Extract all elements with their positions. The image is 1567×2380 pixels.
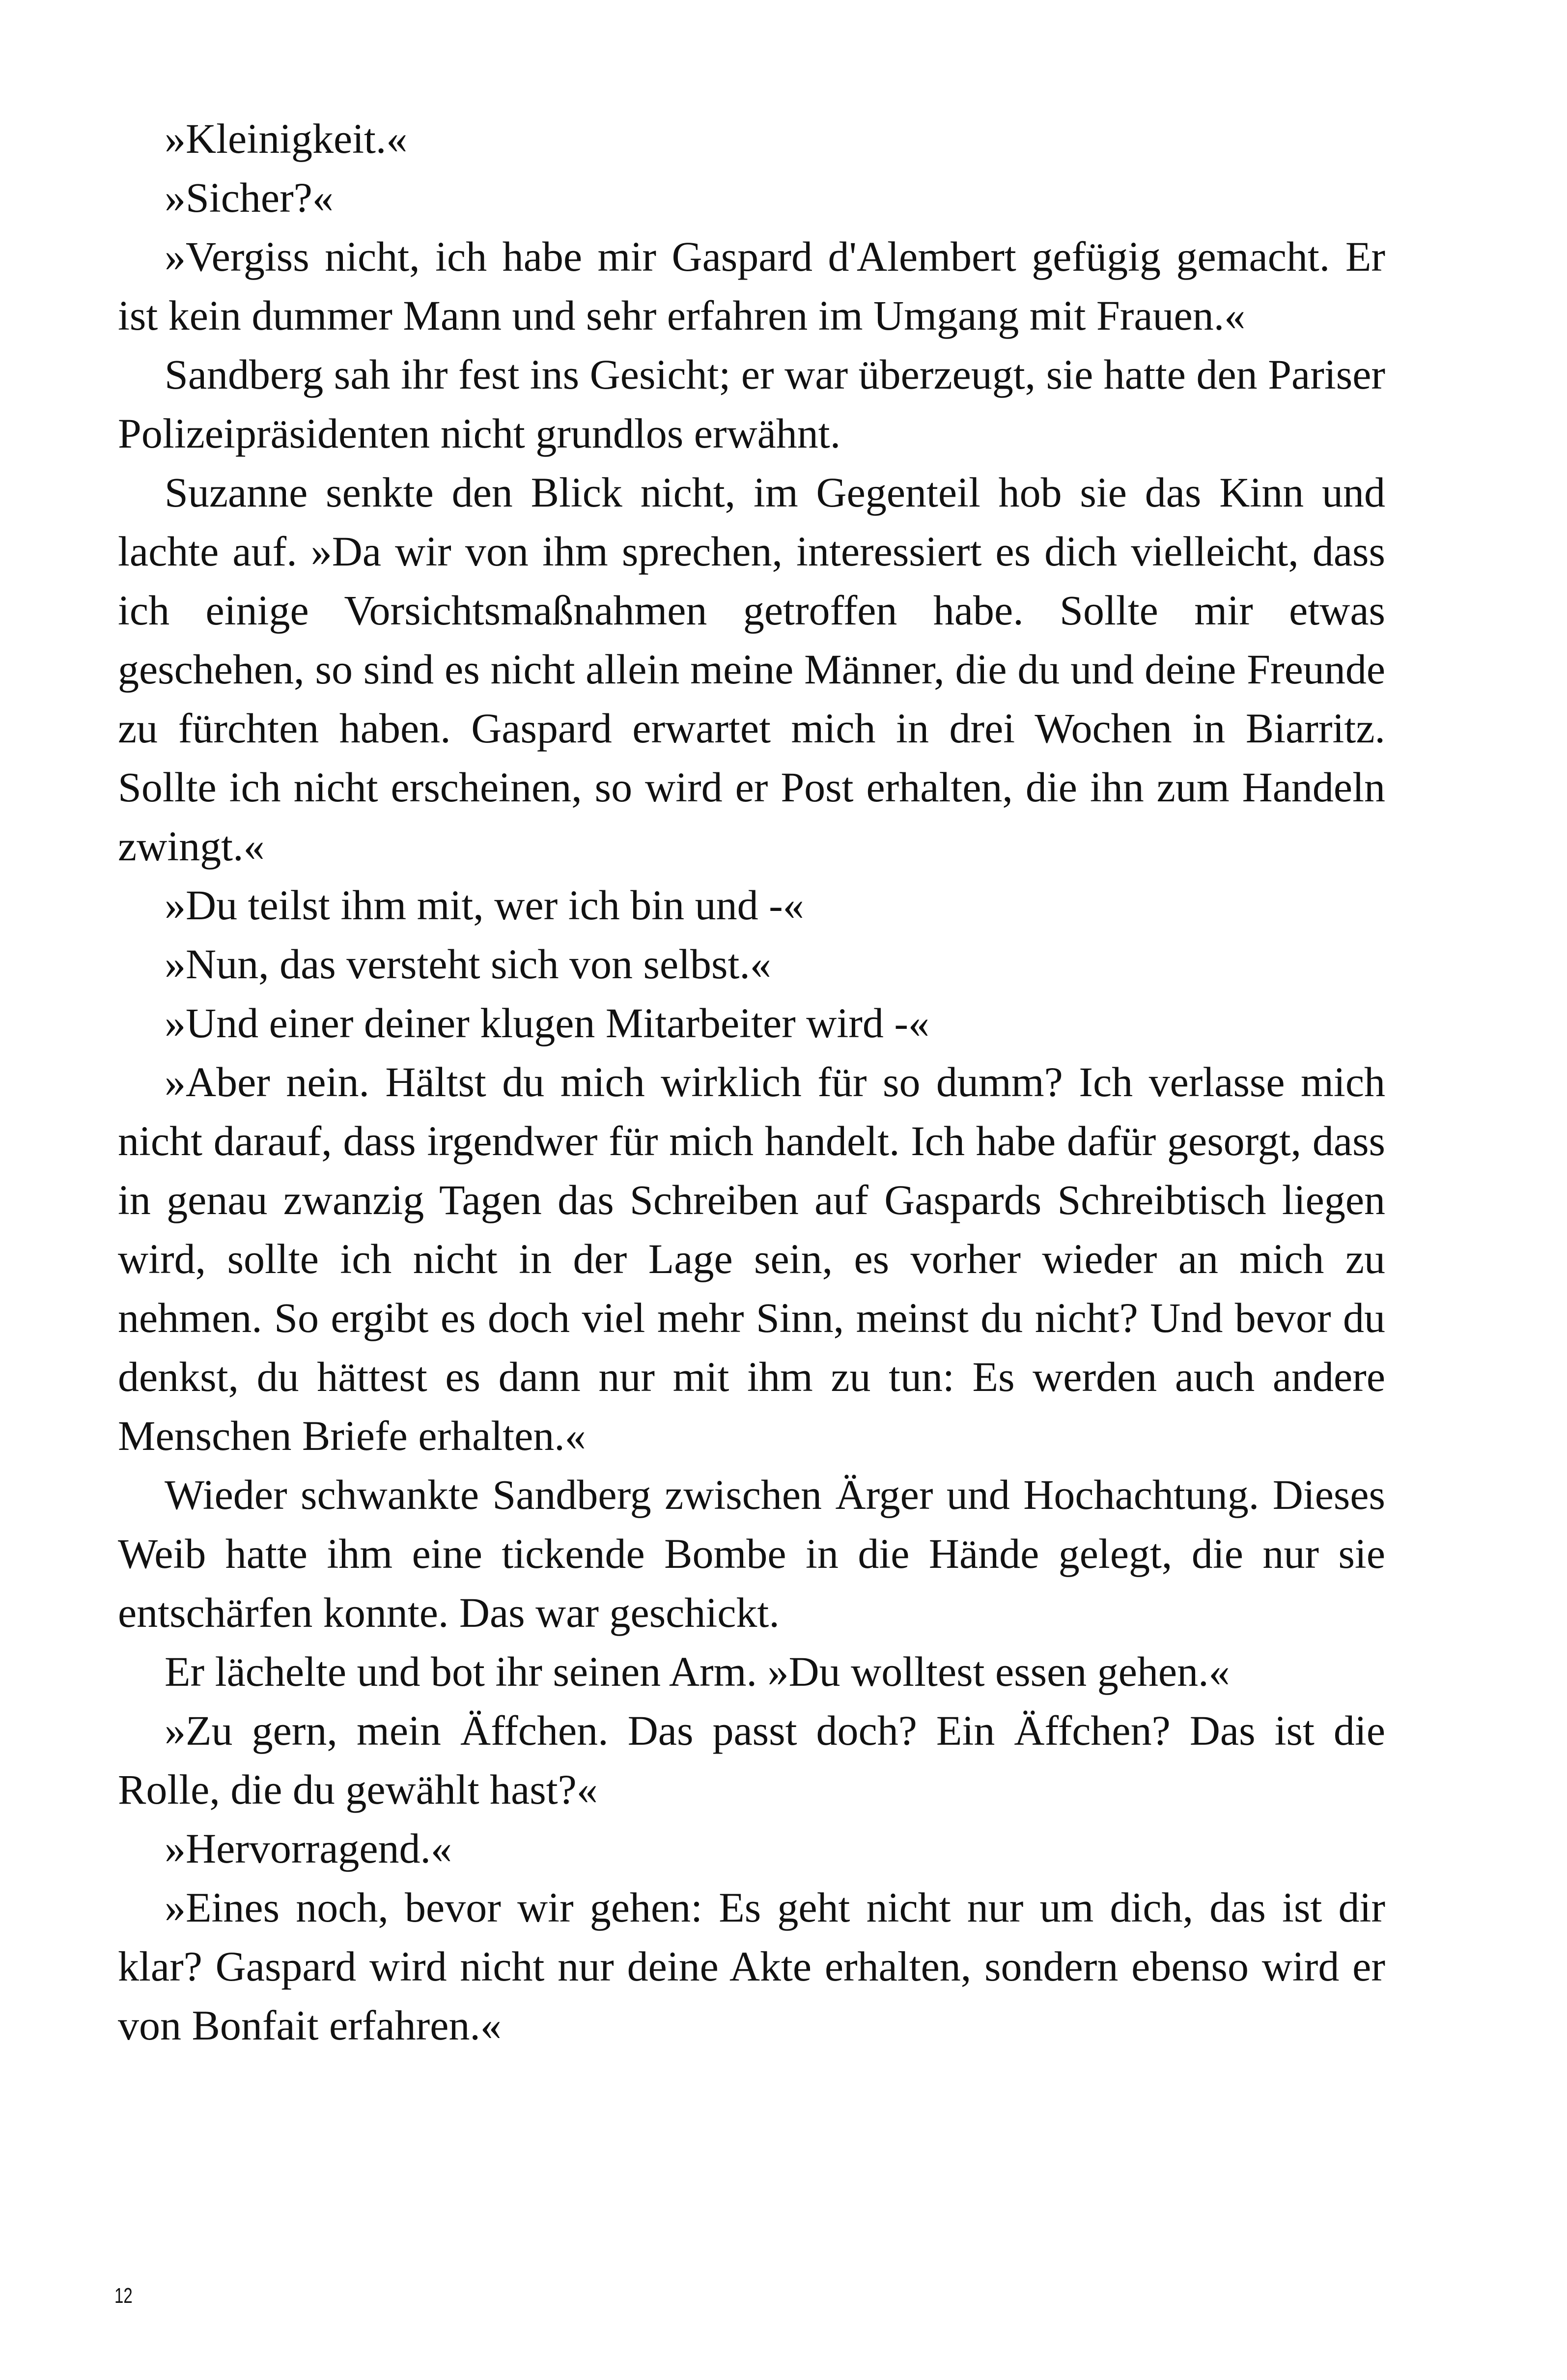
- paragraph: Er lächelte und bot ihr seinen Arm. »Du wolltest essen gehen.«: [165, 1648, 1230, 1695]
- paragraph: »Nun, das versteht sich von selbst.«: [165, 940, 771, 988]
- paragraph: »Sicher?«: [165, 174, 334, 221]
- paragraph: Suzanne senkte den Blick nicht, im Gegenteil hob sie das Kinn und lachte auf. »Da wir von ihm sprechen, interessiert es dich vielleicht, dass ich einige Vorsichtsmaßnahmen getroffen habe. Sollte mir etwas geschehen, so sind es nicht allein meine Männer, die du und deine Freunde zu fürchten haben. Gaspard erwartet mich in drei Wochen in Biarritz. Sollte ich nicht erscheinen, so wird er Post erhalten, die ihn zum Handeln zwingt.«: [118, 469, 1385, 870]
- paragraph: »Du teilst ihm mit, wer ich bin und -«: [165, 881, 804, 929]
- paragraph: Wieder schwankte Sandberg zwischen Ärger und Hochachtung. Dieses Weib hatte ihm eine tickende Bombe in die Hände gelegt, die nur sie entschärfen konnte. Das war geschickt.: [118, 1471, 1385, 1636]
- paragraph: »Aber nein. Hältst du mich wirklich für so dumm? Ich verlasse mich nicht darauf, dass irgendwer für mich handelt. Ich habe dafür gesorgt, dass in genau zwanzig Tagen das Schreiben auf Gaspards Schreibtisch liegen wird, sollte ich nicht in der Lage sein, es vorher wieder an mich zu nehmen. So ergibt es doch viel mehr Sinn, meinst du nicht? Und bevor du denkst, du hättest es dann nur mit ihm zu tun: Es werden auch andere Menschen Briefe erhalten.«: [118, 1058, 1385, 1459]
- paragraph: »Hervorragend.«: [165, 1825, 452, 1872]
- paragraph: »Zu gern, mein Äffchen. Das passt doch? Ein Äffchen? Das ist die Rolle, die du gewählt hast?«: [118, 1707, 1385, 1813]
- book-page-text: [118, 109, 1385, 2055]
- paragraph: »Und einer deiner klugen Mitarbeiter wird -«: [165, 999, 930, 1047]
- paragraph: Sandberg sah ihr fest ins Gesicht; er war überzeugt, sie hatte den Pariser Polizeipräsidenten nicht grundlos erwähnt.: [118, 351, 1385, 457]
- paragraph: »Eines noch, bevor wir gehen: Es geht nicht nur um dich, das ist dir klar? Gaspard wird nicht nur deine Akte erhalten, sondern ebenso wird er von Bonfait erfahren.«: [118, 1884, 1385, 2049]
- paragraph: »Vergiss nicht, ich habe mir Gaspard d'Alembert gefügig gemacht. Er ist kein dummer Mann und sehr erfahren im Umgang mit Frauen.«: [118, 233, 1385, 339]
- paragraph: »Kleinigkeit.«: [165, 115, 408, 162]
- page-number: 12: [114, 2284, 133, 2308]
